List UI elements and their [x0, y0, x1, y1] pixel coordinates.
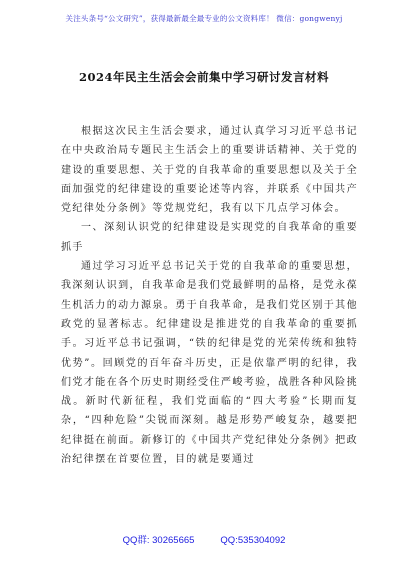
section-heading: 一、深刻认识党的纪律建设是实现党的自我革命的重要抓手 — [61, 222, 358, 253]
document-title: 2024年民主生活会会前集中学习研讨发言材料 — [78, 70, 329, 84]
qq-group-link[interactable]: QQ群: 30265665 — [122, 535, 195, 546]
body-paragraph: 根据这次民主生活会要求，通过认真学习习近平总书记在中央政治局专题民主生活会上的重要讲话精神、关于党的建设的重要思想、关于党的自我革命的重要思想以及关于全面加强党的纪律建设的重要论述等内容，并联系《中国共产党纪律处分条例》等党规党纪，我有以下几点学习体会。 — [61, 126, 358, 215]
qq-contact-link[interactable]: QQ:535304092 — [220, 535, 286, 546]
footer-contact — [0, 532, 408, 546]
document-body — [61, 122, 358, 469]
body-paragraph: 通过学习习近平总书记关于党的自我革命的重要思想，我深刻认识到，自我革命是我们党最鲜明的品格，是党永葆生机活力的动力源泉。勇于自我革命，是我们党区别于其他政党的显著标志。纪律建设是推进党的自我革命的重要抓手。习近平总书记强调，“铁的纪律是党的光荣传统和独特优势”。回顾党的百年奋斗历史，正是依靠严明的纪律，我们党才能在各个历史时期经受住严峻考验，战胜各种风险挑战。新时代新征程，我们党面临的“四大考验”长期而复杂，“四种危险”尖锐而深刻。越是形势严峻复杂，越要把纪律挺在前面。新修订的《中国共产党纪律处分条例》把政治纪律摆在首要位置，目的就是要通过 — [61, 261, 358, 466]
header-banner: 关注头条号“公文研究”，获得最新最全最专业的公文资料库！ 微信：gongwenyj — [65, 14, 343, 23]
